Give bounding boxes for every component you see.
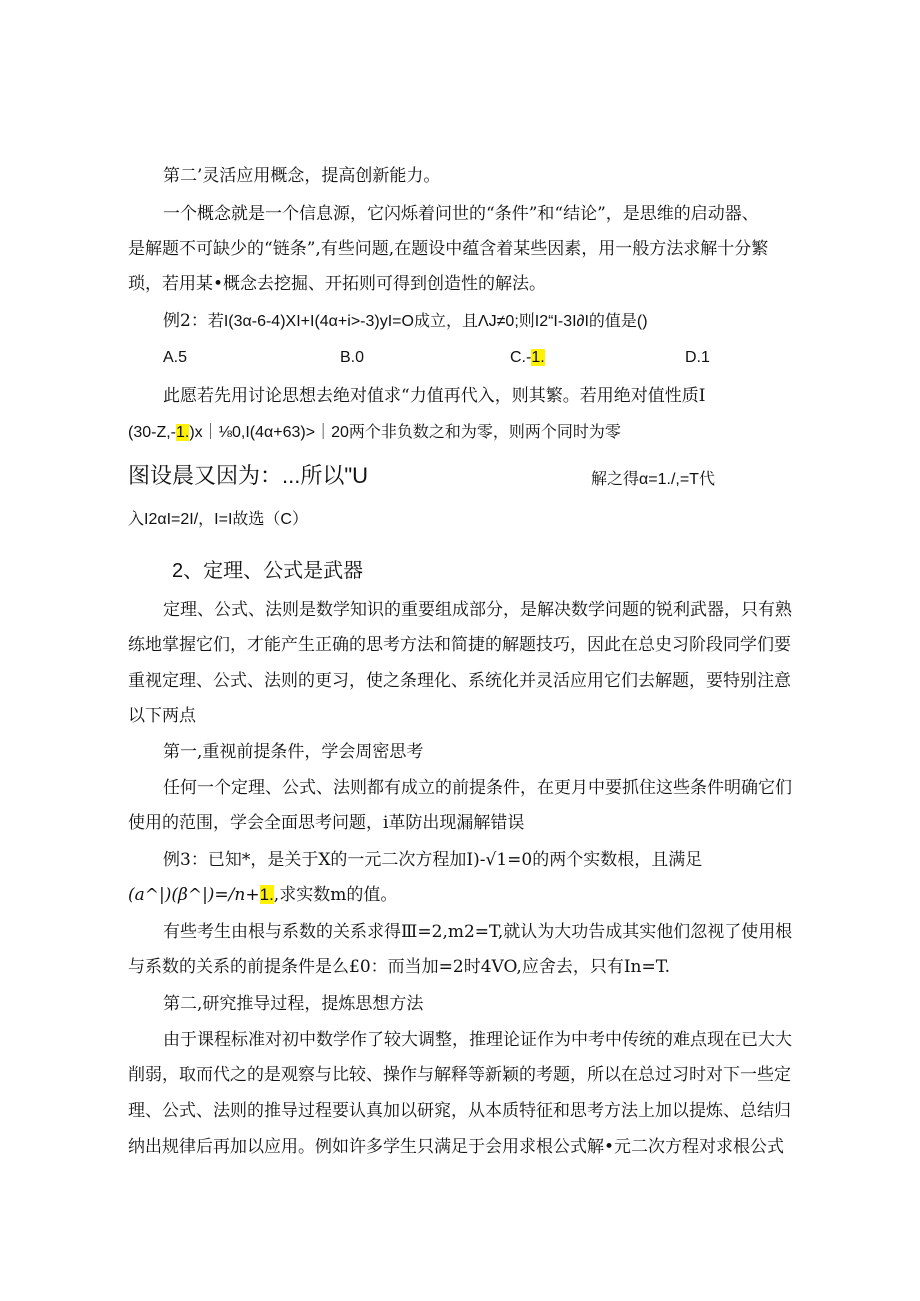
para1-line3: 琐，若用某•概念去挖掘、开拓则可得到创造性的解法。 [128, 274, 547, 294]
para5-line3: 理、公式、法则的推导过程要认真加以研窕，从本质特征和思考方法上加以提炼、总结归 [128, 1101, 791, 1121]
para2-line1: 定理、公式、法则是数学知识的重要组成部分，是解决数学问题的锐利武器，只有熟 [163, 600, 792, 620]
example3-line2-a: (a^|)(β^|)=/n+ [128, 885, 260, 905]
analysis-line1: 此愿若先用讨论思想去绝对值求“力值再代入，则其繁。若用绝对值性质I [163, 386, 706, 406]
example2-line [163, 309, 648, 334]
section1-title: 第二’灵活应用概念，提高创新能力。 [163, 166, 441, 186]
point2-title: 第二,研究推导过程，提炼思想方法 [163, 994, 424, 1014]
para5-line2: 削弱，取而代之的是观察与比较、操作与解释等新颖的考题，所以在总过习时对下一些定 [128, 1065, 791, 1085]
para3-line1: 任何一个定理、公式、法则都有成立的前提条件，在更月中要抓住这些条件明确它们 [163, 778, 792, 798]
para5-line4: 纳出规律后再加以应用。例如许多学生只满足于会用求根公式解•元二次方程对求根公式 [128, 1137, 785, 1157]
para3-line2: 使用的范围，学会全面思考问题，i革防出现漏解错误 [128, 813, 525, 833]
section2-title: 2、定理、公式是武器 [172, 560, 364, 582]
para4-line2: 与系数的关系的前提条件是么£0：而当加=2时4VO,应舍去，只有In=T. [128, 957, 670, 977]
analysis-line2 [128, 420, 621, 445]
example3-line2-b: ,求实数m的值。 [273, 885, 398, 905]
para5-line1: 由于课程标准对初中数学作了较大调整，推理论证作为中考中传统的难点现在已大大 [163, 1030, 792, 1050]
option-c-highlight: 1. [531, 349, 545, 366]
example3-line1: 例3：已知*，是关于X的一元二次方程加I)-√1=0的两个实数根，且满足 [163, 850, 703, 870]
option-c [510, 346, 545, 370]
analysis-line2-b: )x｜⅛0,I(4α+63)>｜20两个非负数之和为零，则两个同时为零 [189, 424, 621, 441]
analysis-line3-right: 解之得α=1./,=T代 [591, 471, 715, 488]
analysis-line4: 入I2αI=2I/，I=I故选（C） [128, 511, 308, 528]
para2-line4: 以下两点 [128, 706, 196, 726]
para2-line3: 重视定理、公式、法则的更习，使之条理化、系统化并灵活应用它们去解题，要特别注意 [128, 671, 791, 691]
example3-line2 [128, 883, 397, 907]
example3-line2-highlight: 1. [259, 885, 274, 904]
analysis-line3-left: 图设晨又因为：...所以"U [128, 463, 369, 488]
example2-text: 若I(3α-6-4)XI+I(4α+i>-3)yI=O成立，且ΛJ≠0;则I2“I-3I∂I的值是() [207, 313, 648, 330]
option-d: D.1 [685, 349, 710, 366]
option-c-label: C.- [510, 349, 532, 366]
example2-label: 例2： [163, 311, 208, 331]
option-b: B.0 [340, 349, 365, 366]
para1-line2: 是解题不可缺少的“链条”,有些问题,在题设中蕴含着某些因素，用一般方法求解十分繁 [128, 239, 769, 259]
option-a: A.5 [163, 349, 188, 366]
para4-line1: 有些考生由根与系数的关系求得Ⅲ=2,m2=T,就认为大功告成其实他们忽视了使用根 [163, 922, 793, 942]
point1-title: 第一,重视前提条件，学会周密思考 [163, 742, 424, 762]
para1-line1: 一个概念就是一个信息源，它闪烁着问世的“条件”和“结论”，是思维的启动器、 [163, 204, 759, 224]
para2-line2: 练地掌握它们，才能产生正确的思考方法和简捷的解题技巧，因此在总史习阶段同学们要 [128, 635, 791, 655]
analysis-line2-highlight: 1. [176, 424, 190, 441]
analysis-line2-a: (30-Z,- [128, 424, 176, 441]
